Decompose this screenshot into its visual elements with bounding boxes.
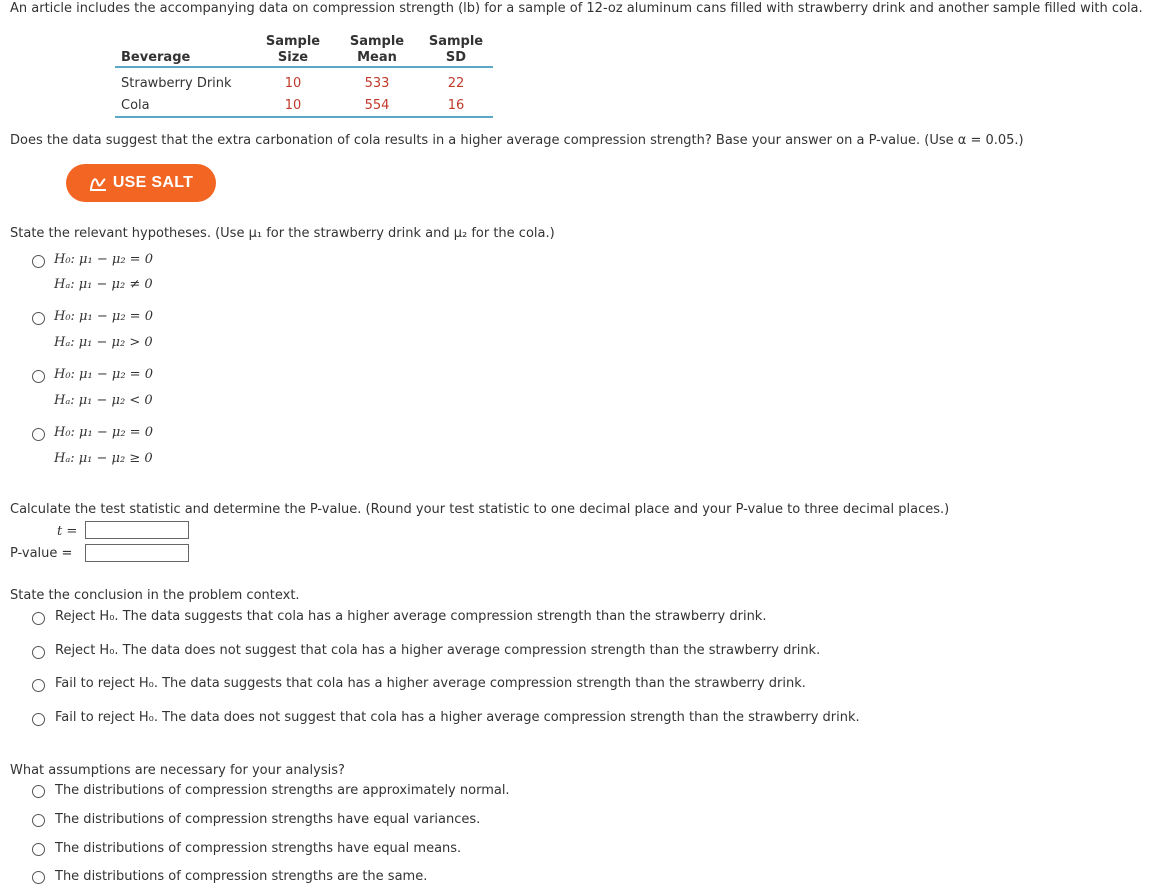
assumption-option-3-label: The distributions of compression strengths have equal means. xyxy=(55,841,462,856)
t-statistic-input[interactable] xyxy=(85,521,189,539)
cell-mean: 533 xyxy=(364,75,390,91)
header-mean-line1: Sample xyxy=(349,34,405,49)
cell-beverage: Cola xyxy=(121,97,150,113)
cell-sd: 16 xyxy=(447,97,465,113)
hypothesis-option-2-ha: Hₐ: μ₁ − μ₂ > 0 xyxy=(54,335,153,350)
assumption-option-2-radio[interactable] xyxy=(32,814,45,827)
hypothesis-option-2-radio[interactable] xyxy=(32,312,45,325)
hypothesis-option-4-h0: H₀: μ₁ − μ₂ = 0 xyxy=(54,425,153,440)
hypothesis-option-4-ha: Hₐ: μ₁ − μ₂ ≥ 0 xyxy=(54,451,153,466)
assumptions-prompt: What assumptions are necessary for your analysis? xyxy=(10,763,345,778)
hypotheses-prompt: State the relevant hypotheses. (Use μ₁ for the strawberry drink and μ₂ for the cola.) xyxy=(10,226,555,241)
conclusion-option-3-label: Fail to reject H₀. The data suggests that cola has a higher average compression strength than the strawberry drink. xyxy=(55,676,806,691)
hypothesis-option-2-h0: H₀: μ₁ − μ₂ = 0 xyxy=(54,309,153,324)
cell-sd: 22 xyxy=(447,75,465,91)
assumption-option-4-radio[interactable] xyxy=(32,871,45,884)
conclusion-option-3-radio[interactable] xyxy=(32,679,45,692)
hypothesis-option-1-ha: Hₐ: μ₁ − μ₂ ≠ 0 xyxy=(54,277,153,292)
hypothesis-option-4-radio[interactable] xyxy=(32,428,45,441)
header-beverage: Beverage xyxy=(121,50,191,65)
cell-beverage: Strawberry Drink xyxy=(121,75,232,91)
cell-size: 10 xyxy=(284,75,302,91)
p-value-label: P-value = xyxy=(10,546,73,561)
header-size-line2: Size xyxy=(277,50,309,65)
conclusion-option-1-label: Reject H₀. The data suggests that cola has a higher average compression strength than the strawberry drink. xyxy=(55,609,767,624)
conclusion-option-4-label: Fail to reject H₀. The data does not suggest that cola has a higher average compression strength than the strawberry drink. xyxy=(55,710,860,725)
intro-text: An article includes the accompanying data on compression strength (lb) for a sample of 12-oz aluminum cans filled with strawberry drink and another sample filled with cola. xyxy=(10,1,1143,16)
conclusion-option-1-radio[interactable] xyxy=(32,612,45,625)
data-table xyxy=(115,34,493,118)
p-value-input[interactable] xyxy=(85,544,189,562)
assumption-option-1-radio[interactable] xyxy=(32,785,45,798)
t-statistic-label: t = xyxy=(57,524,78,539)
assumption-option-4-label: The distributions of compression strengths are the same. xyxy=(55,869,428,884)
assumption-option-2-label: The distributions of compression strengths have equal variances. xyxy=(55,812,481,827)
hypothesis-option-1-radio[interactable] xyxy=(32,255,45,268)
assumption-option-3-radio[interactable] xyxy=(32,843,45,856)
conclusion-prompt: State the conclusion in the problem context. xyxy=(10,588,300,603)
assumption-option-1-label: The distributions of compression strengths are approximately normal. xyxy=(55,783,510,798)
cell-mean: 554 xyxy=(364,97,390,113)
header-size-line1: Sample xyxy=(265,34,321,49)
header-sd-line2: SD xyxy=(445,50,467,65)
calculation-prompt: Calculate the test statistic and determine the P-value. (Round your test statistic to one decimal place and your P-value to three decimal places.) xyxy=(10,502,950,517)
hypothesis-option-3-radio[interactable] xyxy=(32,370,45,383)
table-header-row xyxy=(115,34,493,67)
header-sd-line1: Sample xyxy=(428,34,484,49)
salt-logo-icon xyxy=(89,175,107,191)
use-salt-button[interactable] xyxy=(66,164,216,202)
hypothesis-option-3-h0: H₀: μ₁ − μ₂ = 0 xyxy=(54,367,153,382)
hypothesis-option-3-ha: Hₐ: μ₁ − μ₂ < 0 xyxy=(54,393,153,408)
conclusion-option-2-label: Reject H₀. The data does not suggest that cola has a higher average compression strength than the strawberry drink. xyxy=(55,643,821,658)
header-mean-line2: Mean xyxy=(357,50,397,65)
table-row xyxy=(115,94,493,117)
conclusion-option-4-radio[interactable] xyxy=(32,713,45,726)
question-text: Does the data suggest that the extra carbonation of cola results in a higher average compression strength? Base your answer on a P-value. (Use α = 0.05.) xyxy=(10,133,1024,148)
use-salt-label: USE SALT xyxy=(112,174,194,191)
conclusion-option-2-radio[interactable] xyxy=(32,646,45,659)
cell-size: 10 xyxy=(284,97,302,113)
table-row xyxy=(115,67,493,94)
hypothesis-option-1-h0: H₀: μ₁ − μ₂ = 0 xyxy=(54,252,153,267)
